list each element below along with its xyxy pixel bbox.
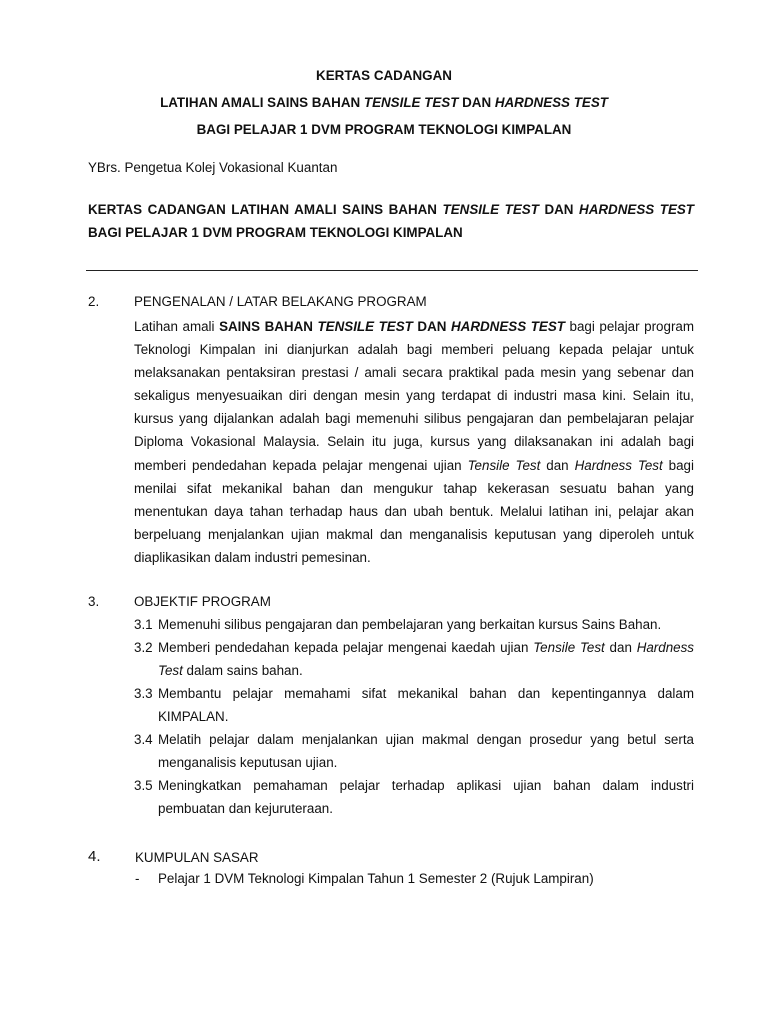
title-text: DAN [458,95,495,110]
target-bullet: - [135,871,140,886]
subject-text: BAGI PELAJAR 1 DVM PROGRAM TEKNOLOGI KIMPALAN [88,225,463,240]
section-2-heading: PENGENALAN / LATAR BELAKANG PROGRAM [134,294,427,309]
title-text: LATIHAN AMALI SAINS BAHAN [160,95,364,110]
objectives-list [134,613,694,820]
target-group-item: Pelajar 1 DVM Teknologi Kimpalan Tahun 1 Semester 2 (Rujuk Lampiran) [158,871,594,886]
title-line-3: BAGI PELAJAR 1 DVM PROGRAM TEKNOLOGI KIMPALAN [196,122,572,137]
subject-line [88,198,694,244]
objective-text: Membantu pelajar memahami sifat mekanikal bahan dan kepentingannya dalam KIMPALAN. [158,686,694,724]
objective-term-tensile: Tensile Test [533,640,605,655]
horizontal-divider [86,270,698,271]
objective-text-part: Memberi pendedahan kepada pelajar mengenai kaedah ujian [158,640,534,655]
subject-text: KERTAS CADANGAN LATIHAN AMALI SAINS BAHAN [88,202,443,217]
para-term-hardness: Hardness Test [574,457,663,473]
para-term-tensile: Tensile Test [467,457,541,473]
section-3-heading: OBJEKTIF PROGRAM [134,594,271,609]
subject-term-tensile: TENSILE TEST [442,202,539,217]
title-line-1: KERTAS CADANGAN [316,68,452,83]
para-text: dan [540,457,575,473]
objective-text: Melatih pelajar dalam menjalankan ujian makmal dengan prosedur yang betul serta menganalisis keputusan ujian. [158,732,694,770]
objective-text-part: dalam sains bahan. [182,663,303,678]
section-4-heading: KUMPULAN SASAR [135,850,259,865]
objective-text: Memenuhi silibus pengajaran dan pembelajaran yang berkaitan kursus Sains Bahan. [158,617,662,632]
objective-text-part: dan [604,640,637,655]
para-text: bagi menilai sifat mekanikal bahan dan mengukur tahap kekerasan sesuatu bahan yang menentukan daya tahan terhadap haus dan ubah bentuk. Melalui latihan ini, pelajar akan berpeluang menjalankan ujian makmal dan menganalisis keputusan yang diperoleh untuk diaplikasikan dalam industri pemesinan. [134,457,694,565]
section-4-number: 4. [88,848,101,865]
para-bold: SAINS BAHAN [219,319,318,334]
para-bold: DAN [412,319,451,334]
section-2-paragraph [134,315,694,569]
para-term-tensile: TENSILE TEST [317,319,413,334]
title-term-tensile: TENSILE TEST [363,95,459,110]
objective-text [158,636,694,682]
objective-term-hardness: Hardness Test [158,640,694,678]
objective-item [134,613,694,636]
section-3-number: 3. [88,594,100,609]
addressee: YBrs. Pengetua Kolej Vokasional Kuantan [88,160,338,175]
subject-text: DAN [538,202,580,217]
objective-text: Meningkatkan pemahaman pelajar terhadap aplikasi ujian bahan dalam industri pembuatan dan kejuruteraan. [158,778,694,816]
objective-number: 3.4 [134,732,153,747]
document-title [0,66,768,147]
objective-number: 3.2 [134,640,153,655]
objective-item [134,682,694,728]
para-text: Latihan amali [134,319,220,334]
subject-term-hardness: HARDNESS TEST [579,202,694,217]
objective-item [134,774,694,820]
title-line-2 [0,93,768,120]
objective-item [134,636,694,682]
objective-number: 3.5 [134,778,153,793]
para-term-hardness: HARDNESS TEST [451,319,565,334]
objective-item [134,728,694,774]
title-term-hardness: HARDNESS TEST [494,95,608,110]
objective-number: 3.1 [134,617,153,632]
section-2-number: 2. [88,294,100,309]
objective-number: 3.3 [134,686,153,701]
para-text: bagi pelajar program Teknologi Kimpalan ini dianjurkan adalah bagi memberi peluang kepada pelajar untuk melaksanakan pentaksiran prestasi / amali secara praktikal pada mesin yang sebenar dan sekaligus menyesuaikan diri dengan mesin yang terdapat di industri masa kini. Selain itu, kursus yang dijalankan adalah bagi memenuhi silibus pengajaran dan pembelajaran pelajar Diploma Vokasional Malaysia. Selain itu juga, kursus yang dilaksanakan ini adalah bagi memberi pendedahan kepada pelajar mengenai ujian [134,319,695,473]
